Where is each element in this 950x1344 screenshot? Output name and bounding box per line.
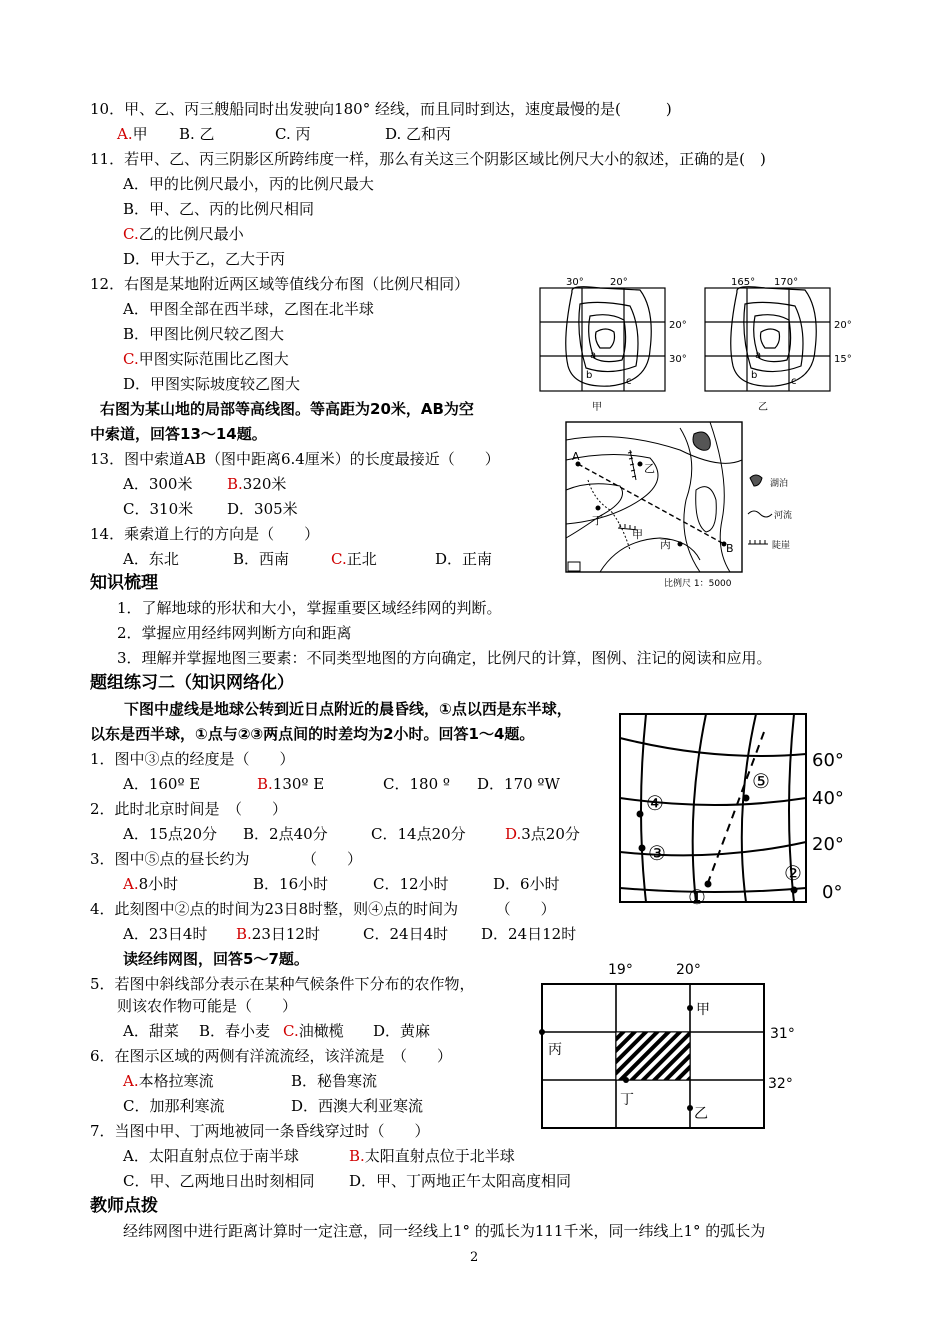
q11-c-text: 乙的比例尺最小 [138,225,244,243]
p1-d: D．170 ºW [477,775,560,793]
cliff-1 [628,450,636,480]
p7-row1 [123,1146,515,1166]
yi-lat-2: 15° [834,354,852,365]
yi-caption: 乙 [758,402,768,413]
lon-19-label: 19° [608,962,633,978]
q13-d: D．305米 [227,500,298,518]
p2-d: 3点20分 [521,825,580,843]
intro5: 读经纬网图，回答5～7题。 [123,950,309,968]
p3-options [123,874,560,894]
p6-row1 [123,1071,378,1091]
yi-lat-1: 20° [834,320,852,331]
q11-b: B．甲、乙、丙的比例尺相同 [123,200,315,218]
q10-c: C. 丙 [275,125,311,143]
point-3-label: ③ [648,841,666,865]
topo-map-q13 [560,420,793,592]
p5-c: 油橄榄 [298,1022,344,1040]
legend-cliff-icon [748,540,768,544]
p2-stem: 2．此时北京时间是 （ ） [90,800,288,818]
point-ding-label: 丁 [620,1092,634,1108]
yi-label-c: c [791,376,797,387]
practice2-title: 题组练习二（知识网络化） [90,673,294,693]
p6-row2 [123,1096,424,1116]
summary-title: 知识梳理 [90,573,158,593]
p4-a: A．23日4时 [123,925,208,943]
q10-options [117,124,452,144]
point-jia-label: 甲 [632,528,643,541]
q14-a: A．东北 [123,550,179,568]
q11-c [123,224,244,244]
scale-label: 比例尺 1：5000 [664,579,732,589]
p1-b-letter: B. [257,775,273,793]
p1-c: C．180 º [383,775,450,793]
p1-a: A．160º E [123,775,201,793]
p6-b: B．秘鲁寒流 [291,1072,378,1090]
q11-c-letter: C. [123,225,139,243]
p7-c: C．甲、乙两地日出时刻相同 [123,1172,315,1190]
jia-lat-2: 30° [669,354,687,365]
p2-a: A．15点20分 [123,825,218,843]
q12-c-letter: C. [123,350,139,368]
q12-stem: 12．右图是某地附近两区域等值线分布图（比例尺相同） [90,275,470,293]
point-bing-label: 丙 [660,538,671,551]
point-bing-label: 丙 [548,1042,562,1058]
contour-figure-q12 [530,270,850,418]
legend-lake-label: 湖泊 [770,479,789,489]
p7-b-letter: B. [349,1147,365,1165]
p3-stem: 3．图中⑤点的昼长约为 （ ） [90,850,363,868]
p4-b-letter: B. [236,925,252,943]
q14-options [123,549,493,569]
p3-c: C．12小时 [373,875,449,893]
teacher-title: 教师点拨 [90,1196,158,1216]
summary-item-3: 3．理解并掌握地图三要素：不同类型地图的方向确定，比例尺的计算，图例、注记的阅读和应用。 [117,649,772,667]
q13-b-letter: B. [227,475,243,493]
intro13-line1: 右图为某山地的局部等高线图。等高距为20米，AB为空 [100,400,474,418]
p6-stem: 6．在图示区域的两侧有洋流流经，该洋流是 （ ） [90,1047,453,1065]
p1-b: 130º E [272,775,325,793]
jia-lat-1: 20° [669,320,687,331]
p3-d: D．6小时 [493,875,560,893]
legend-river-icon [748,511,772,517]
p2-options [123,824,580,844]
q10-b: B. 乙 [179,125,215,143]
p2-d-letter: D. [505,825,522,843]
topo-frame [566,422,742,572]
p5-stem1: 5．若图中斜线部分表示在某种气候条件下分布的农作物， [90,975,475,993]
p7-d: D．甲、丁两地正午太阳高度相同 [349,1172,572,1190]
jia-label-c: c [626,376,632,387]
q14-c-letter: C. [331,550,347,568]
point-ding-label: 丁 [592,514,603,527]
point-2-label: ② [784,861,802,885]
p1-options [123,774,560,794]
jia-frame [540,288,665,391]
practice2-line2: 以东是西半球，①点与②③两点间的时差均为2小时。回答1～4题。 [90,725,535,743]
q13-b: 320米 [242,475,287,493]
teacher-text: 经纬网图中进行距离计算时一定注意，同一经线上1° 的弧长为111千米，同一纬线上1° 的弧长为 [123,1222,766,1240]
cableway-ab [578,464,724,544]
point-jia-label: 甲 [696,1002,710,1018]
lat-32-label: 32° [768,1076,793,1092]
p4-b: 23日12时 [251,925,320,943]
q11-d: D．甲大于乙，乙大于丙 [123,250,286,268]
practice2-line1: 下图中虚线是地球公转到近日点附近的晨昏线，①点以西是东半球， [124,700,572,718]
point-1-label: ① [688,885,706,909]
jia-label-b: b [586,370,593,381]
q13-stem: 13．图中索道AB（图中距离6.4厘米）的长度最接近（ ） [90,450,500,468]
p6-d: D．西澳大利亚寒流 [291,1097,424,1115]
intro13-line2: 中索道，回答13～14题。 [90,425,267,443]
lake [693,432,710,450]
p5-a: A．甜菜 [123,1022,179,1040]
p7-b: 太阳直射点位于北半球 [364,1147,515,1165]
point-yi-label: 乙 [694,1106,708,1122]
summary-item-1: 1．了解地球的形状和大小，掌握重要区域经纬网的判断。 [117,599,502,617]
p7-stem: 7．当图中甲、丁两地被同一条昏线穿过时（ ） [90,1122,430,1140]
lat-40-label: 40° [812,788,844,809]
p6-c: C．加那利寒流 [123,1097,225,1115]
q12-d: D．甲图实际坡度较乙图大 [123,375,301,393]
jia-label-a: a [590,350,597,361]
yi-label-b: b [751,370,758,381]
p5-b: B．春小麦 [199,1022,271,1040]
p1-stem: 1．图中③点的经度是（ ） [90,750,295,768]
q14-stem: 14．乘索道上行的方向是（ ） [90,525,320,543]
q11-a: A．甲的比例尺最小，丙的比例尺最大 [123,175,374,193]
p4-d: D．24日12时 [481,925,577,943]
q12-a: A．甲图全部在西半球，乙图在北半球 [123,300,374,318]
jia-lon-2: 20° [610,277,628,288]
p4-options [123,924,577,944]
q13-a: A．300米 [123,475,193,493]
p4-c: C．24日4时 [363,925,449,943]
q10-stem: 10．甲、乙、丙三艘船同时出发驶向180° 经线，而且同时到达，速度最慢的是( ) [90,100,672,118]
yi-label-a: a [755,350,762,361]
q14-c: 正北 [346,550,377,568]
page-number: 2 [470,1250,479,1265]
lat-20-label: 20° [812,834,844,855]
lat-0-label: 0° [822,882,843,903]
point-yi-label: 乙 [644,462,655,475]
q12-b: B．甲图比例尺较乙图大 [123,325,285,343]
point-5-label: ⑤ [752,769,770,793]
lat-31-label: 31° [770,1026,795,1042]
p2-c: C．14点20分 [371,825,466,843]
p3-b: B．16小时 [253,875,329,893]
lon-20-label: 20° [676,962,701,978]
q12-c [123,349,289,369]
point-a-label: A [572,450,580,463]
q13-row2 [123,499,298,519]
summary-item-2: 2．掌握应用经纬网判断方向和距离 [117,624,352,642]
legend-cliff-label: 陡崖 [772,541,791,551]
p4-stem: 4．此刻图中②点的时间为23日8时整，则④点的时间为 （ ） [90,900,556,918]
jia-lon-1: 30° [566,277,584,288]
p5-stem2: 则该农作物可能是（ ） [117,997,298,1015]
p5-c-letter: C. [283,1022,299,1040]
q10-d: D. 乙和丙 [385,125,452,143]
point-b-label: B [726,542,734,555]
p5-options [123,1021,431,1041]
yi-lon-2: 170° [774,277,799,288]
q10-a: 甲 [132,125,148,143]
legend-lake-icon [750,475,762,486]
q13-row1 [123,474,287,494]
p3-a: 8小时 [138,875,179,893]
q13-c: C．310米 [123,500,194,518]
p6-a: 本格拉寒流 [138,1072,214,1090]
yi-frame [705,288,830,391]
p5-d: D．黄麻 [373,1022,431,1040]
q14-d: D．正南 [435,550,493,568]
q14-b: B．西南 [233,550,290,568]
yi-lon-1: 165° [731,277,756,288]
q12-c-text: 甲图实际范围比乙图大 [138,350,289,368]
p2-b: B．2点40分 [243,825,328,843]
q11-stem: 11．若甲、乙、丙三阴影区所跨纬度一样，那么有关这三个阴影区域比例尺大小的叙述，正确的是( ) [90,150,766,168]
jia-caption: 甲 [592,402,602,413]
point-4-label: ④ [646,791,664,815]
p7-row2 [123,1171,572,1191]
p6-a-letter: A. [123,1072,139,1090]
graticule-figure-1 [616,712,856,910]
p7-a: A．太阳直射点位于南半球 [123,1147,299,1165]
legend-river-label: 河流 [774,511,793,521]
hatched-area [616,1032,690,1080]
lat-60-label: 60° [812,750,844,771]
q10-a-letter: A. [117,125,133,143]
p3-a-letter: A. [123,875,139,893]
graticule-figure-5 [536,958,800,1134]
